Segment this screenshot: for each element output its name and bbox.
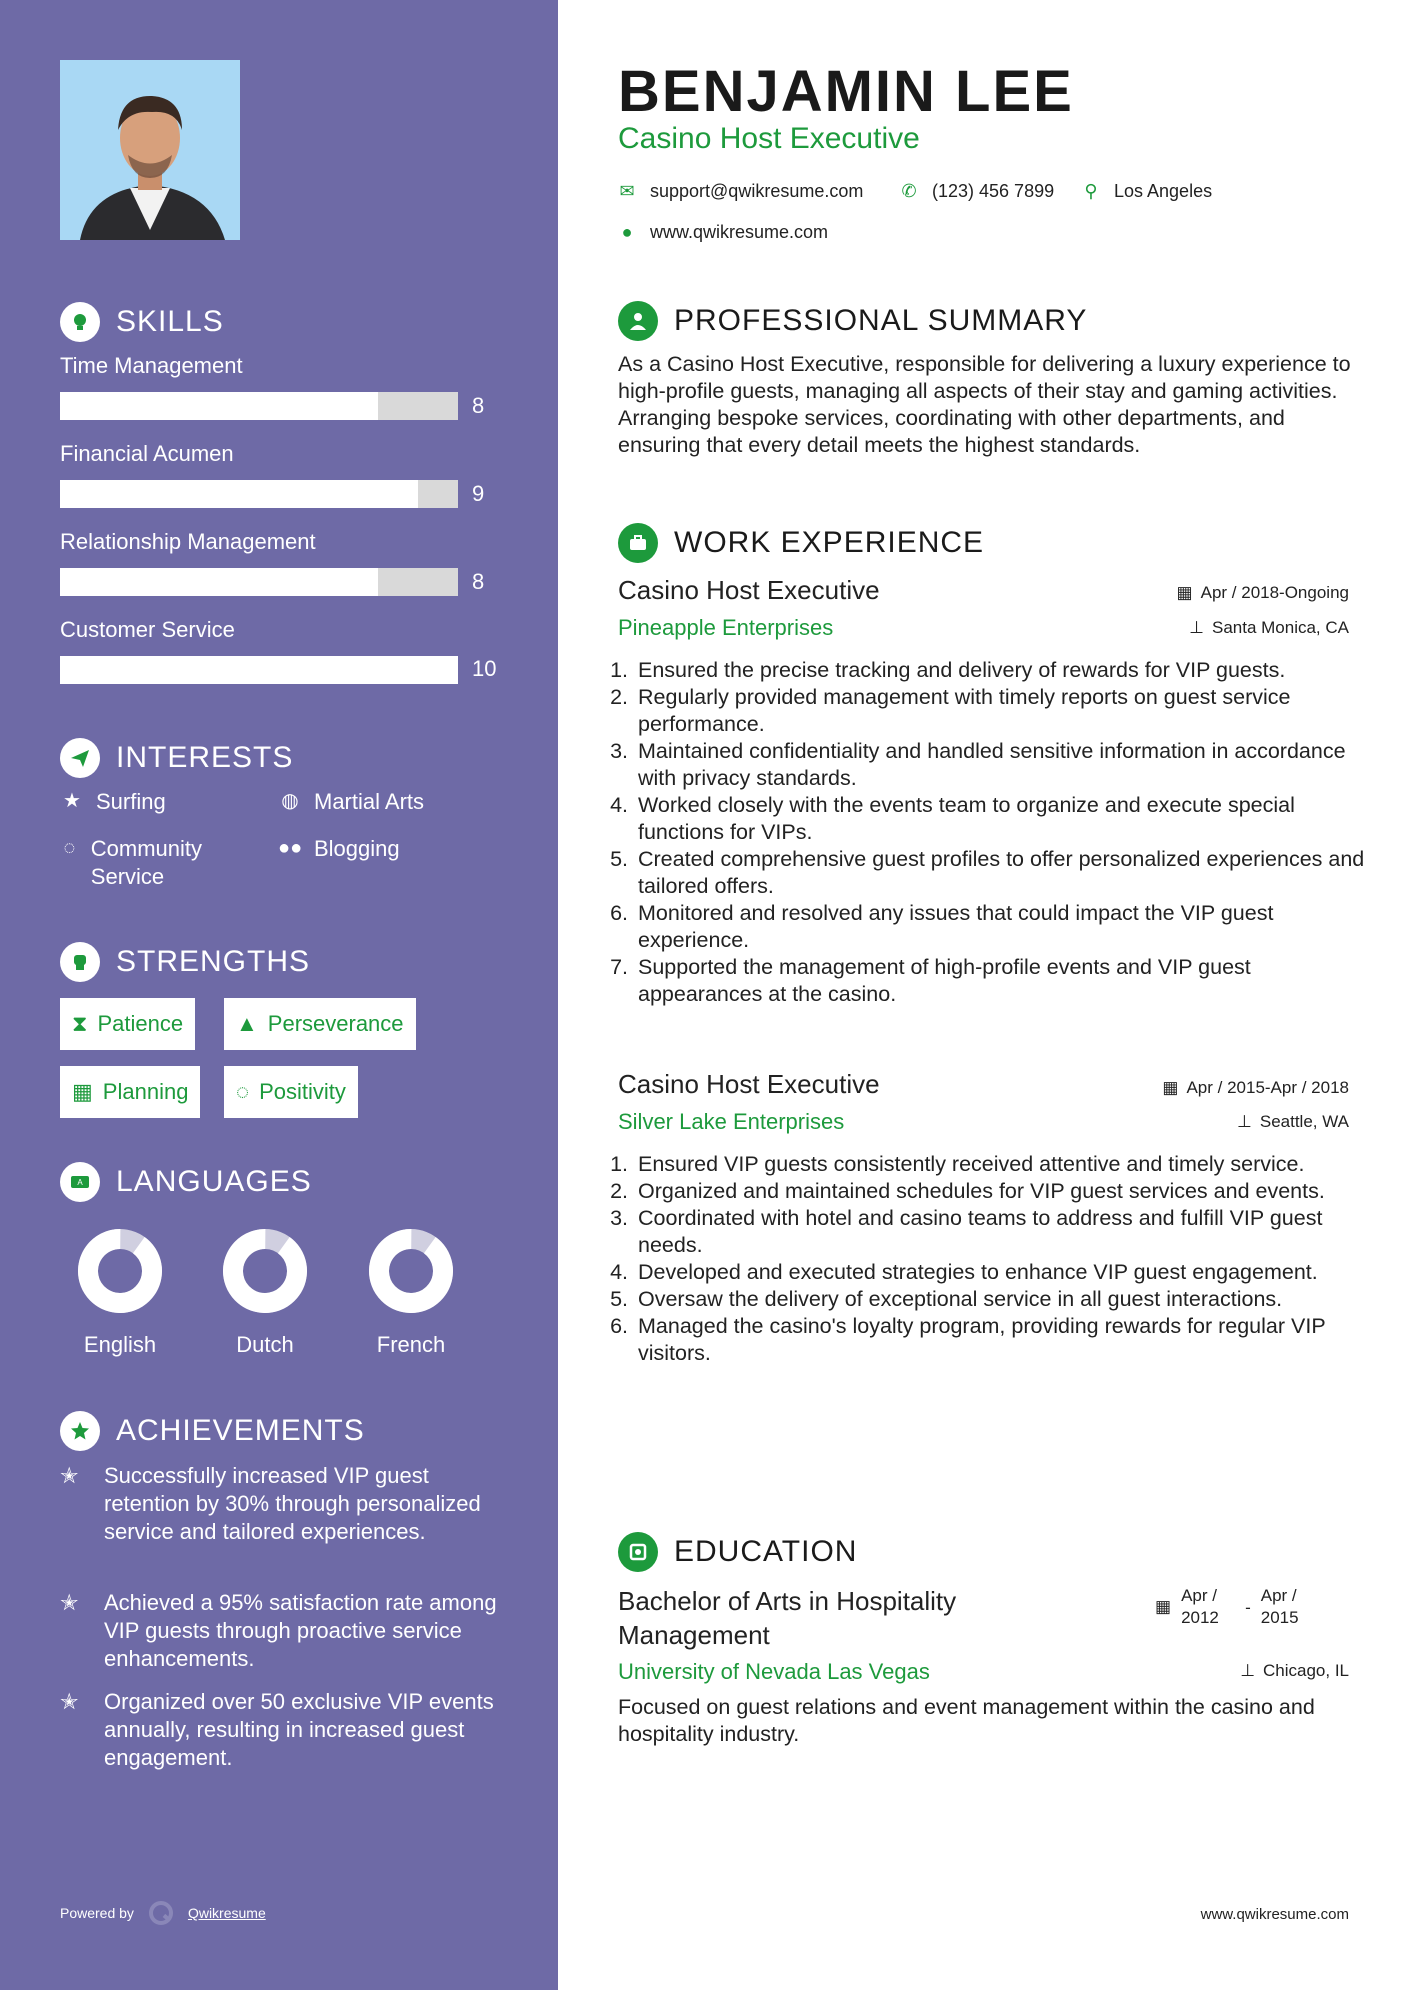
fist-icon [60,942,100,982]
strength-badge [224,998,416,1050]
skills-title: SKILLS [116,305,224,338]
summary-heading [618,301,1087,341]
achievements-title: ACHIEVEMENTS [116,1414,365,1447]
job-location-text: Santa Monica, CA [1211,618,1349,637]
language-icon [60,1162,100,1202]
strengths-title: STRENGTHS [116,945,311,978]
skill-label: Financial Acumen [60,441,234,466]
education-location-text: Chicago, IL [1263,1661,1349,1680]
languages-title: LANGUAGES [116,1165,312,1198]
interests-title: INTERESTS [116,741,294,774]
sidebar [0,0,558,1990]
strength-label: Positivity [259,1079,346,1104]
achievement-text: Achieved a 95% satisfaction rate among VIP guests through proactive service enhancements. [104,1590,497,1671]
job-role: Casino Host Executive [618,1069,880,1099]
globe-icon: ◍ [281,790,299,812]
users-icon: ●● [278,837,303,859]
briefcase-icon [618,523,658,563]
candidate-title: Casino Host Executive [618,122,920,155]
interest-label: Blogging [314,836,400,861]
skill-label: Customer Service [60,617,235,642]
interest-item [278,788,424,816]
education-title: EDUCATION [674,1535,858,1568]
lightbulb-icon [60,302,100,342]
map-marker-icon: ⚲ [1084,181,1098,201]
achievement-star-icon: ✭ [60,1689,79,1714]
interest-label: Community Service [90,836,203,889]
interest-label: Surfing [96,789,166,814]
envelope-icon: ✉ [619,181,635,201]
interest-label: Martial Arts [314,789,425,814]
interest-item [60,835,240,891]
education-start: Apr / 2012 [1181,1586,1219,1627]
language-label: English [83,1332,157,1357]
list-item: 1. Ensured VIP guests consistently received attentive and timely service. [634,1151,1374,1178]
experience-heading [618,523,984,563]
strength-label: Planning [102,1079,189,1104]
user-icon [618,301,658,341]
list-item: 2. Regularly provided management with timely reports on guest service performance. [634,684,1374,738]
experience-title: WORK EXPERIENCE [674,526,985,559]
summary-text: As a Casino Host Executive, responsible for delivering a luxury experience to high-profile guests, managing all aspects of their stay and gaming activities. Arranging bespoke services, coordinating with other departments, and ensuring that every detail meets the highest standards. [618,352,1351,457]
interest-item [60,788,166,816]
language-donut [78,1229,162,1313]
phone-icon: ✆ [901,181,917,201]
skills-heading [60,302,224,342]
list-item: 4. Developed and executed strategies to enhance VIP guest engagement. [634,1259,1374,1286]
calendar-icon: ▦ [72,1079,93,1104]
qwikresume-link[interactable]: Qwikresume [187,1905,266,1921]
road-icon: ▲ [236,1011,258,1036]
skill-value: 8 [472,393,485,418]
job-role: Casino Host Executive [618,575,880,605]
skill-bar [60,480,458,508]
graduation-icon [618,1532,658,1572]
hourglass-icon: ⧗ [72,1011,88,1036]
education-heading [618,1532,857,1572]
skill-bar [60,568,458,596]
globe-icon: ● [621,222,633,242]
powered-by [60,1900,266,1926]
list-item: 3. Maintained confidentiality and handled sensitive information in accordance with privacy standards. [634,738,1374,792]
contact-email [618,181,863,202]
calendar-icon: ▦ [1176,583,1193,602]
language-donut [223,1229,307,1313]
achievement-star-icon: ✭ [60,1590,79,1615]
education-dates [1155,1585,1315,1629]
skill-label: Time Management [60,353,243,378]
achievement-text: Organized over 50 exclusive VIP events annually, resulting in increased guest engagement. [104,1689,494,1770]
language-donut [369,1229,453,1313]
ribbon-icon: ◌ [63,837,76,859]
calendar-icon: ▦ [1162,1078,1179,1097]
summary-title: PROFESSIONAL SUMMARY [674,304,1088,337]
contact-location [1082,181,1212,202]
achievement-item [60,1462,500,1546]
achievement-item [60,1688,500,1772]
qwikresume-logo-icon [148,1900,174,1926]
website-text[interactable]: www.qwikresume.com [650,222,829,242]
achievement-text: Successfully increased VIP guest retention by 30% through personalized service and tailored experiences. [104,1463,481,1544]
strength-badge [60,1066,200,1118]
language-label: French [376,1332,446,1357]
footer-website[interactable]: www.qwikresume.com [1200,1906,1349,1923]
email-text[interactable]: support@qwikresume.com [650,181,864,201]
location-text: Los Angeles [1114,181,1213,201]
education-location [1240,1661,1349,1681]
profile-photo [60,60,240,240]
date-separator: - [1245,1598,1251,1617]
education-end: Apr / 2015 [1260,1586,1299,1627]
list-item: 5. Oversaw the delivery of exceptional service in all guest interactions. [634,1286,1374,1313]
interests-heading [60,738,293,778]
job-bullets [612,657,1374,1008]
skill-bar-fill [60,656,458,684]
skill-bar [60,656,458,684]
interest-item [278,835,400,863]
candidate-name: BENJAMIN LEE [618,59,1074,124]
contact-phone [900,181,1054,202]
job-location [1189,618,1349,638]
job-company: Pineapple Enterprises [618,615,834,640]
pin-icon: ⊥ [1240,1661,1255,1680]
degree: Bachelor of Arts in Hospitality Management [618,1586,957,1650]
pin-icon: ⊥ [1189,618,1204,637]
award-icon [60,1411,100,1451]
skill-bar-fill [60,480,418,508]
achievement-star-icon: ✭ [60,1463,79,1488]
education-description: Focused on guest relations and event management within the casino and hospitality industry. [618,1695,1315,1746]
skill-bar-fill [60,568,378,596]
school: University of Nevada Las Vegas [618,1659,930,1684]
list-item: 6. Managed the casino's loyalty program, providing rewards for regular VIP visitors. [634,1313,1374,1367]
job-bullets [612,1151,1374,1367]
list-item: 2. Organized and maintained schedules for VIP guest services and events. [634,1178,1374,1205]
skill-bar-fill [60,392,378,420]
job-dates-text: Apr / 2015-Apr / 2018 [1186,1078,1349,1097]
job-dates [1177,583,1349,603]
list-item: 7. Supported the management of high-profile events and VIP guest appearances at the casino. [634,954,1374,1008]
language-label: Dutch [236,1332,294,1357]
strength-label: Patience [97,1011,184,1036]
pin-icon: ⊥ [1237,1112,1252,1131]
list-item: 6. Monitored and resolved any issues that could impact the VIP guest experience. [634,900,1374,954]
achievements-heading [60,1411,365,1451]
skill-label: Relationship Management [60,529,316,554]
strength-badge [60,998,195,1050]
job-company: Silver Lake Enterprises [618,1109,845,1134]
job-location [1237,1112,1349,1132]
powered-by-label: Powered by [60,1905,134,1921]
job-dates [1162,1078,1349,1098]
strength-label: Perseverance [267,1011,404,1036]
achievement-item [60,1589,500,1673]
person-avatar-icon [60,60,240,240]
languages-heading [60,1162,312,1202]
paper-plane-icon [60,738,100,778]
skill-value: 8 [472,569,485,594]
calendar-icon: ▦ [1155,1597,1172,1616]
contact-website [618,222,828,243]
star-icon: ★ [63,790,81,812]
strengths-heading [60,942,310,982]
list-item: 5. Created comprehensive guest profiles to offer personalized experiences and tailored offers. [634,846,1374,900]
strength-badge [224,1066,358,1118]
list-item: 1. Ensured the precise tracking and delivery of rewards for VIP guests. [634,657,1374,684]
skill-bar [60,392,458,420]
circle-notch-icon: ◌ [236,1079,250,1104]
job-dates-text: Apr / 2018-Ongoing [1200,583,1349,602]
skill-value: 9 [472,481,485,506]
skill-value: 10 [472,656,497,681]
list-item: 3. Coordinated with hotel and casino teams to address and fulfill VIP guest needs. [634,1205,1374,1259]
list-item: 4. Worked closely with the events team to organize and execute special functions for VIPs. [634,792,1374,846]
phone-text: (123) 456 7899 [932,181,1055,201]
job-location-text: Seattle, WA [1259,1112,1349,1131]
svg-text:A: A [77,1178,83,1187]
